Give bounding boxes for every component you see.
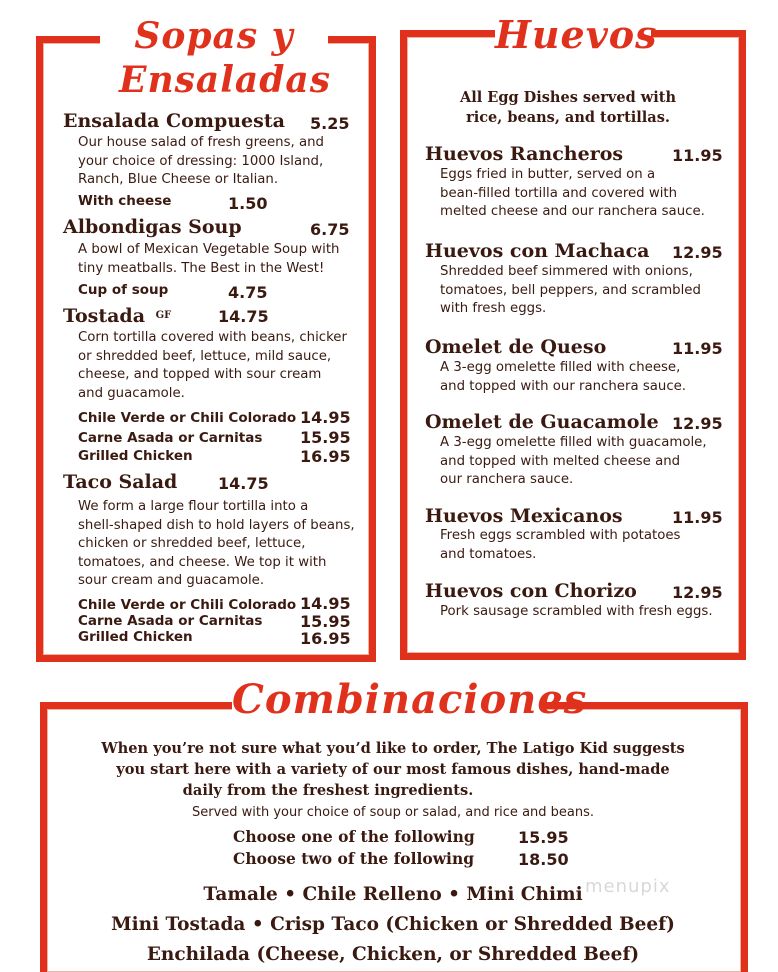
ensalada-price: 5.25: [310, 114, 350, 133]
taco-salad-option-label: Chile Verde or Chili Colorado: [78, 597, 297, 613]
taco-salad-option-price: 16.95: [300, 629, 351, 648]
choice-label: Choose two of the following: [233, 849, 475, 868]
dish-line: Enchilada (Cheese, Chicken, or Shredded Beef): [146, 944, 640, 965]
huevos-item-name: Huevos con Machaca: [425, 240, 650, 262]
taco-salad-desc-line: tomatoes, and cheese. We top it with: [78, 554, 327, 570]
huevos-desc-line: Pork sausage scrambled with fresh eggs.: [440, 604, 713, 619]
huevos-desc-line: melted cheese and our ranchera sauce.: [440, 204, 705, 219]
sopas-title: [100, 14, 331, 102]
combinaciones-served: Served with your choice of soup or salad, and rice and beans.: [191, 805, 595, 820]
huevos-item-name: Huevos Mexicanos: [425, 505, 623, 527]
huevos-item-desc: [440, 603, 736, 622]
taco-salad-name: Taco Salad: [63, 471, 178, 493]
huevos-item-price: 11.95: [672, 146, 723, 165]
albondigas-price: 6.75: [310, 220, 350, 239]
choice-price: 18.50: [518, 850, 569, 869]
huevos-desc-line: our ranchera sauce.: [440, 472, 574, 487]
ensalada-name: Ensalada Compuesta: [63, 110, 285, 132]
ensalada-desc-line: your choice of dressing: 1000 Island,: [78, 153, 324, 169]
tostada-option-label: Grilled Chicken: [78, 448, 193, 464]
combinaciones-intro-line: you start here with a variety of our most famous dishes, hand-made: [116, 761, 670, 778]
tostada-price: 14.75: [218, 307, 269, 326]
ensalada-option-price: 1.50: [228, 194, 268, 213]
huevos-desc-line: bean-filled tortilla and covered with: [440, 185, 678, 201]
huevos-item-price: 12.95: [672, 414, 723, 433]
tostada-name-text: Tostada: [63, 305, 146, 327]
huevos-item-desc: [440, 434, 736, 490]
huevos-item-price: 12.95: [672, 243, 723, 262]
huevos-item-desc: [440, 166, 730, 222]
taco-salad-desc: [78, 498, 376, 591]
choice-label: Choose one of the following: [233, 827, 475, 846]
tostada-desc-line: cheese, and topped with sour cream: [78, 367, 322, 382]
tostada-option-label: Carne Asada or Carnitas: [78, 430, 263, 446]
huevos-item-name: Omelet de Guacamole: [425, 411, 659, 433]
taco-salad-option-label: Grilled Chicken: [78, 629, 193, 645]
tostada-desc-line: Corn tortilla covered with beans, chicker: [78, 330, 347, 345]
taco-salad-option-price: 15.95: [300, 612, 351, 631]
tostada-desc: [78, 329, 373, 403]
huevos-title: Huevos: [495, 12, 658, 57]
dish-line: Mini Tostada • Crisp Taco (Chicken or Shredded Beef): [111, 914, 675, 935]
huevos-desc-line: Shredded beef simmered with onions,: [440, 264, 693, 279]
combinaciones-intro-line: When you’re not sure what you’d like to order, The Latigo Kid suggests: [101, 740, 685, 757]
taco-salad-option-label: Carne Asada or Carnitas: [78, 613, 263, 629]
tostada-option-label: Chile Verde or Chili Colorado: [78, 410, 297, 426]
huevos-item-desc: [440, 359, 730, 396]
tostada-option-price: 15.95: [300, 428, 351, 447]
combinaciones-intro-line: daily from the freshest ingredients.: [182, 782, 474, 799]
huevos-item-name: Huevos Rancheros: [425, 143, 624, 165]
huevos-intro-line: rice, beans, and tortillas.: [466, 109, 670, 126]
taco-salad-desc-line: shell-shaped dish to hold layers of beans,: [78, 517, 355, 533]
tostada-desc-line: or shredded beef, lettuce, mild sauce,: [78, 348, 332, 364]
choice-price: 15.95: [518, 828, 569, 847]
taco-salad-desc-line: chicken or shredded beef, lettuce,: [78, 536, 306, 551]
huevos-item-price: 11.95: [672, 508, 723, 527]
tostada-option-price: 14.95: [300, 408, 351, 427]
ensalada-desc-line: Our house salad of fresh greens, and: [78, 135, 324, 150]
dish-line: Tamale • Chile Relleno • Mini Chimi: [203, 884, 583, 905]
huevos-desc-line: with fresh eggs.: [440, 301, 547, 316]
huevos-desc-line: tomatoes, bell peppers, and scrambled: [440, 282, 701, 298]
ensalada-desc-line: Ranch, Blue Cheese or Italian.: [78, 172, 279, 187]
ensalada-option-label: With cheese: [78, 193, 172, 209]
tostada-desc-line: and guacamole.: [78, 385, 185, 401]
taco-salad-desc-line: sour cream and guacamole.: [78, 573, 265, 588]
huevos-desc-line: Fresh eggs scrambled with potatoes: [440, 528, 681, 543]
tostada-option-price: 16.95: [300, 447, 351, 466]
huevos-item-desc: [440, 263, 730, 319]
taco-salad-desc-line: We form a large flour tortilla into a: [78, 499, 309, 514]
sopas-title-text: Sopas y Ensaladas: [119, 15, 331, 101]
huevos-item-price: 12.95: [672, 583, 723, 602]
huevos-desc-line: and topped with our ranchera sauce.: [440, 378, 687, 394]
gf-tag: GF: [155, 310, 172, 321]
huevos-desc-line: and tomatoes.: [440, 546, 537, 562]
huevos-item-price: 11.95: [672, 339, 723, 358]
albondigas-desc: [78, 241, 368, 278]
tostada-name: [63, 305, 171, 327]
combinaciones-title: Combinaciones: [232, 676, 588, 723]
watermark: menupix: [585, 876, 671, 897]
huevos-intro-line: All Egg Dishes served with: [459, 89, 676, 106]
combinaciones-intro: [50, 738, 736, 801]
ensalada-desc: [78, 134, 368, 190]
huevos-desc-line: A 3-egg omelette filled with cheese,: [440, 360, 681, 375]
huevos-desc-line: Eggs fried in butter, served on a: [440, 167, 656, 182]
huevos-desc-line: and topped with melted cheese and: [440, 453, 681, 469]
huevos-item-name: Omelet de Queso: [425, 336, 607, 358]
albondigas-option-label: Cup of soup: [78, 282, 169, 298]
taco-salad-option-price: 14.95: [300, 594, 351, 613]
huevos-item-desc: [440, 527, 730, 564]
huevos-item-name: Huevos con Chorizo: [425, 580, 637, 602]
albondigas-desc-line: tiny meatballs. The Best in the West!: [78, 260, 325, 276]
albondigas-desc-line: A bowl of Mexican Vegetable Soup with: [78, 242, 340, 257]
huevos-intro: [410, 88, 726, 128]
huevos-desc-line: A 3-egg omelette filled with guacamole,: [440, 435, 707, 450]
albondigas-name: Albondigas Soup: [63, 216, 242, 238]
taco-salad-price: 14.75: [218, 474, 269, 493]
albondigas-option-price: 4.75: [228, 283, 268, 302]
